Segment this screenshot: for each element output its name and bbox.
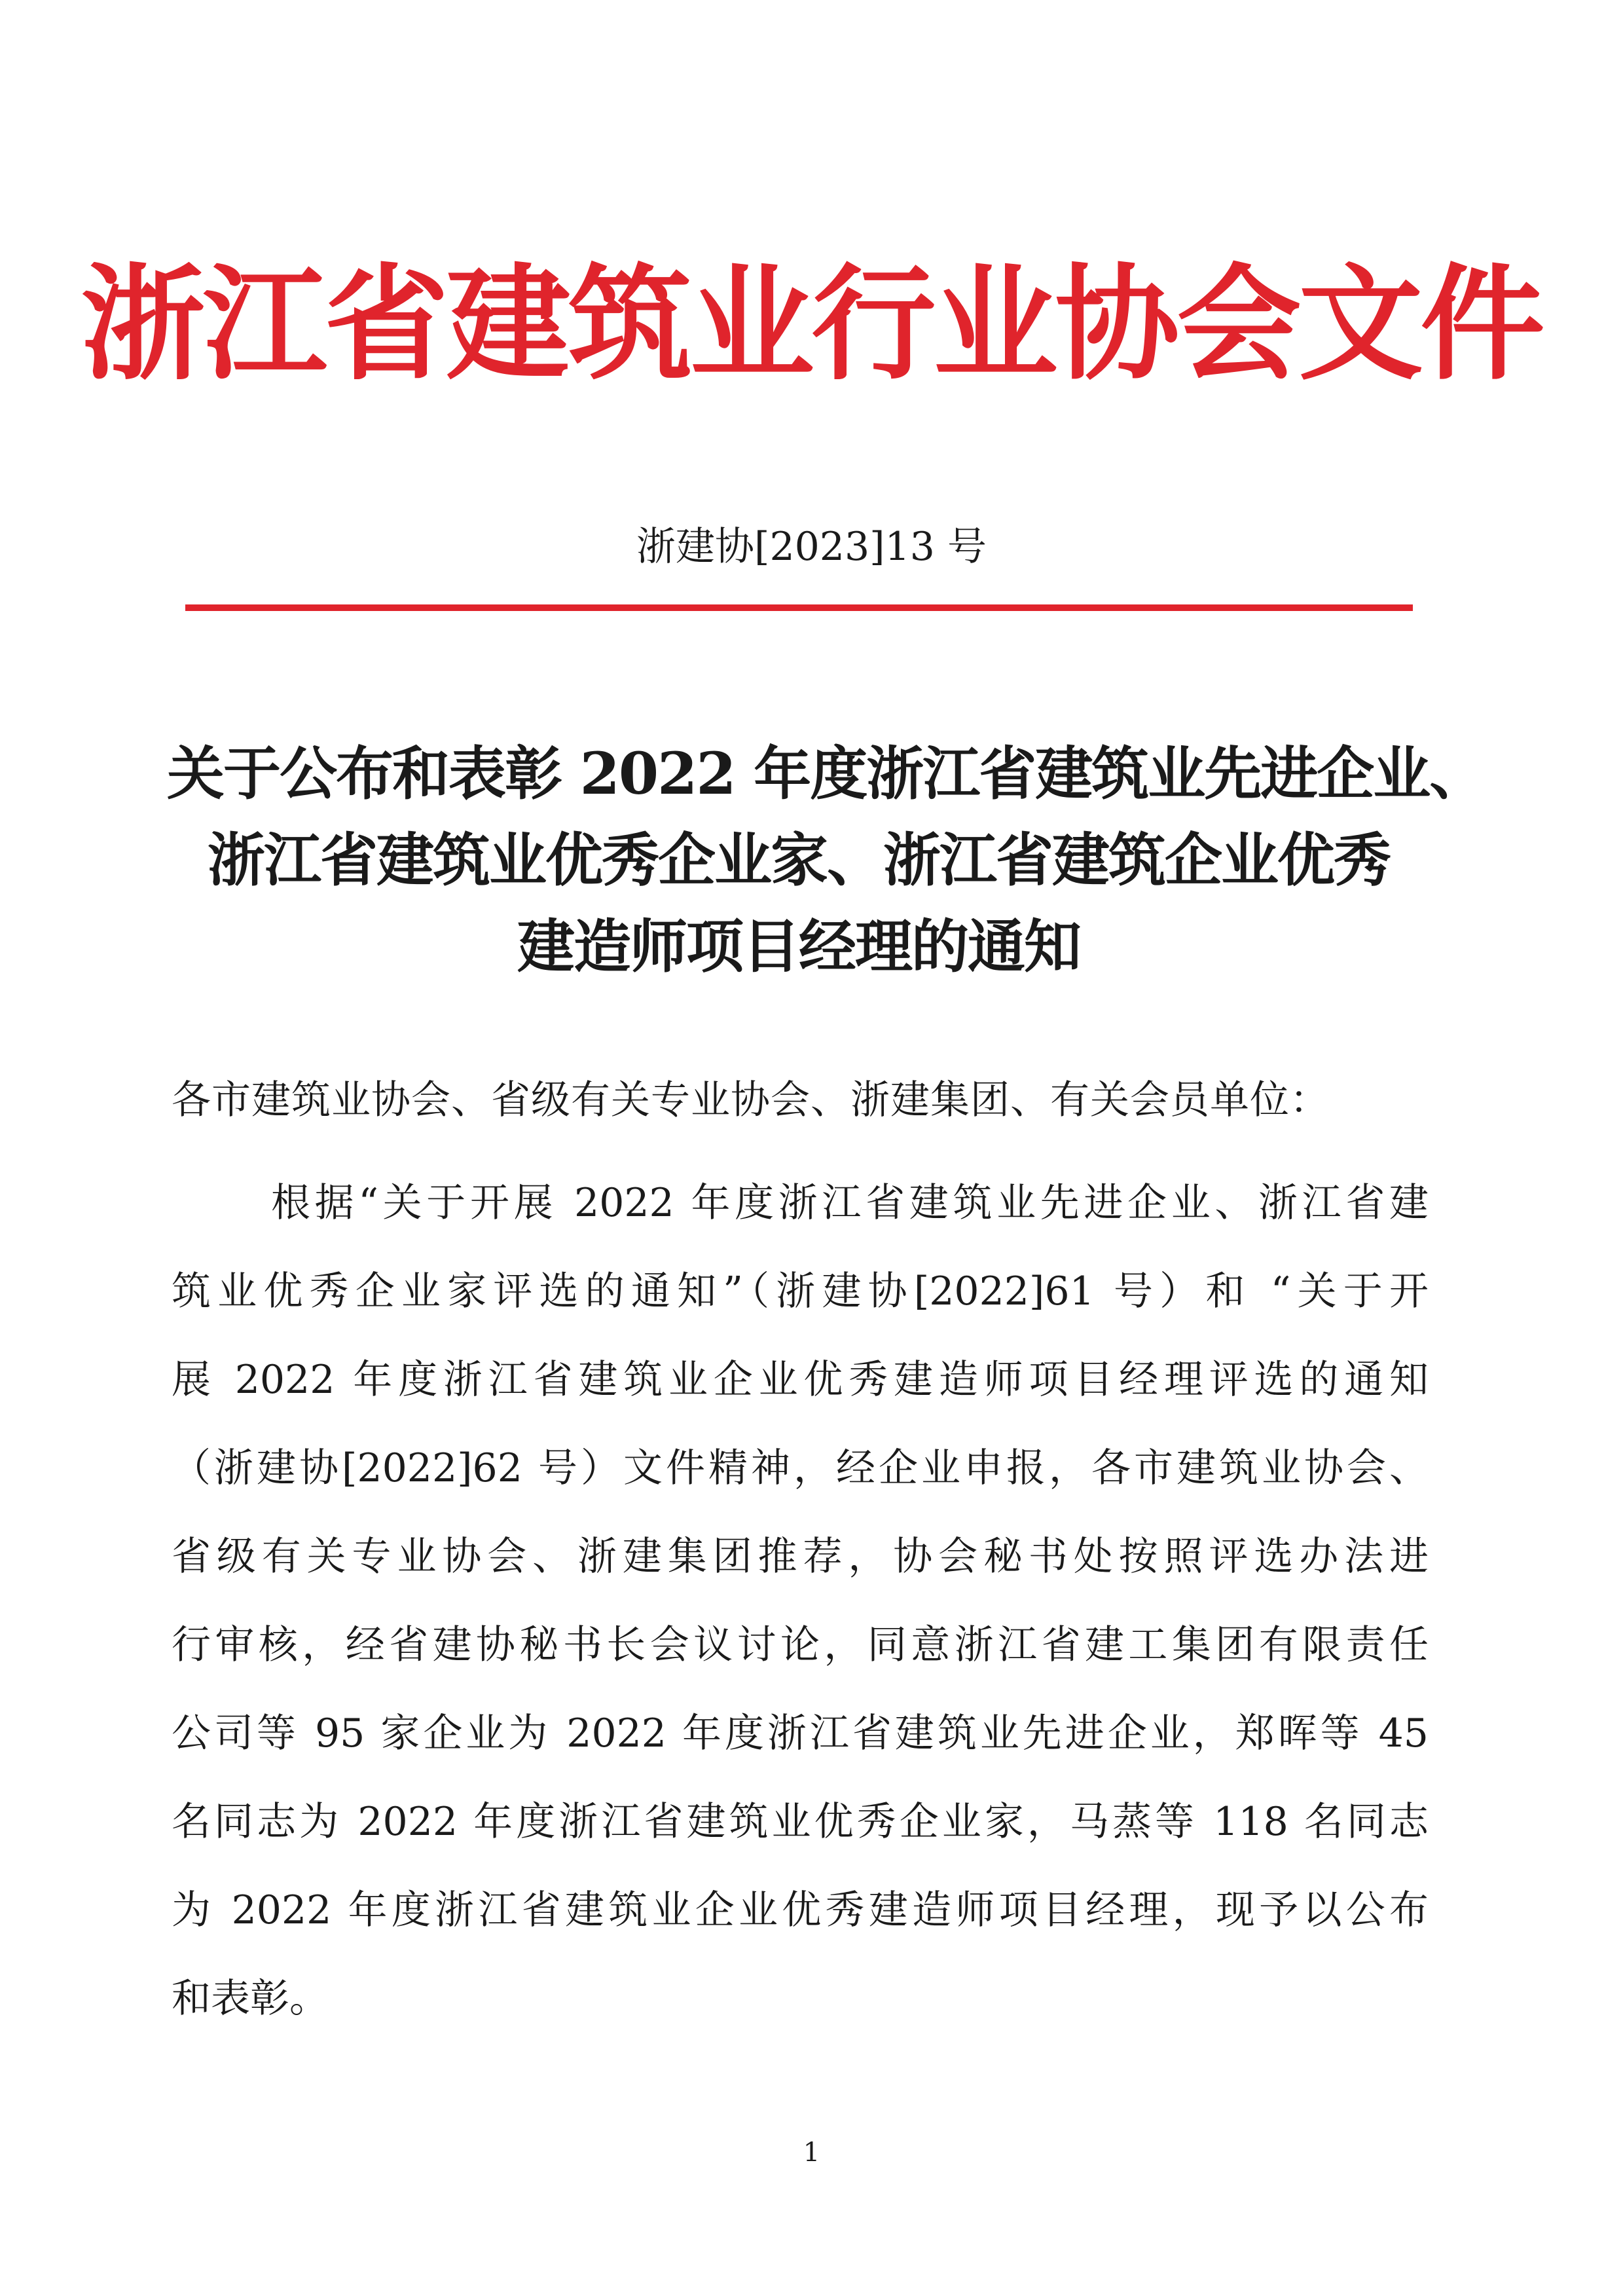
notice-title-line-2: 浙江省建筑业优秀企业家、浙江省建筑企业优秀: [207, 826, 1390, 894]
body-line: 展 2022 年度浙江省建筑业企业优秀建造师项目经理评选的通知: [172, 1357, 1429, 1403]
salutation: 各市建筑业协会、省级有关专业协会、浙建集团、有关会员单位：: [172, 1077, 1330, 1123]
document-number: 浙建协[2023]13 号: [636, 524, 987, 570]
masthead-title: 浙江省建筑业行业协会文件: [81, 251, 1542, 397]
body-line: 筑业优秀企业家评选的通知”（浙建协[2022]61 号）和 “关于开: [172, 1268, 1429, 1314]
body-line: 为 2022 年度浙江省建筑业企业优秀建造师项目经理，现予以公布: [172, 1887, 1429, 1933]
body-paragraph: [172, 1159, 1429, 2043]
body-line: 根据“关于开展 2022 年度浙江省建筑业先进企业、浙江省建: [271, 1180, 1429, 1226]
red-divider-rule: [185, 604, 1413, 611]
body-line: 省级有关专业协会、浙建集团推荐，协会秘书处按照评选办法进: [172, 1534, 1429, 1580]
body-line: 行审核，经省建协秘书长会议讨论，同意浙江省建工集团有限责任: [172, 1622, 1429, 1668]
body-line: 和表彰。: [172, 1976, 329, 2022]
notice-title: [167, 730, 1486, 990]
body-line: 名同志为 2022 年度浙江省建筑业优秀企业家，马蒸等 118 名同志: [172, 1799, 1429, 1845]
notice-title-line-3: 建造师项目经理的通知: [517, 912, 1080, 980]
page-number: 1: [803, 2138, 820, 2168]
notice-title-line-1: 关于公布和表彰 2022 年度浙江省建筑业先进企业、: [167, 739, 1486, 807]
body-line: （浙建协[2022]62 号）文件精神，经企业申报，各市建筑业协会、: [172, 1445, 1429, 1491]
body-line: 公司等 95 家企业为 2022 年度浙江省建筑业先进企业，郑晖等 45: [172, 1711, 1429, 1756]
